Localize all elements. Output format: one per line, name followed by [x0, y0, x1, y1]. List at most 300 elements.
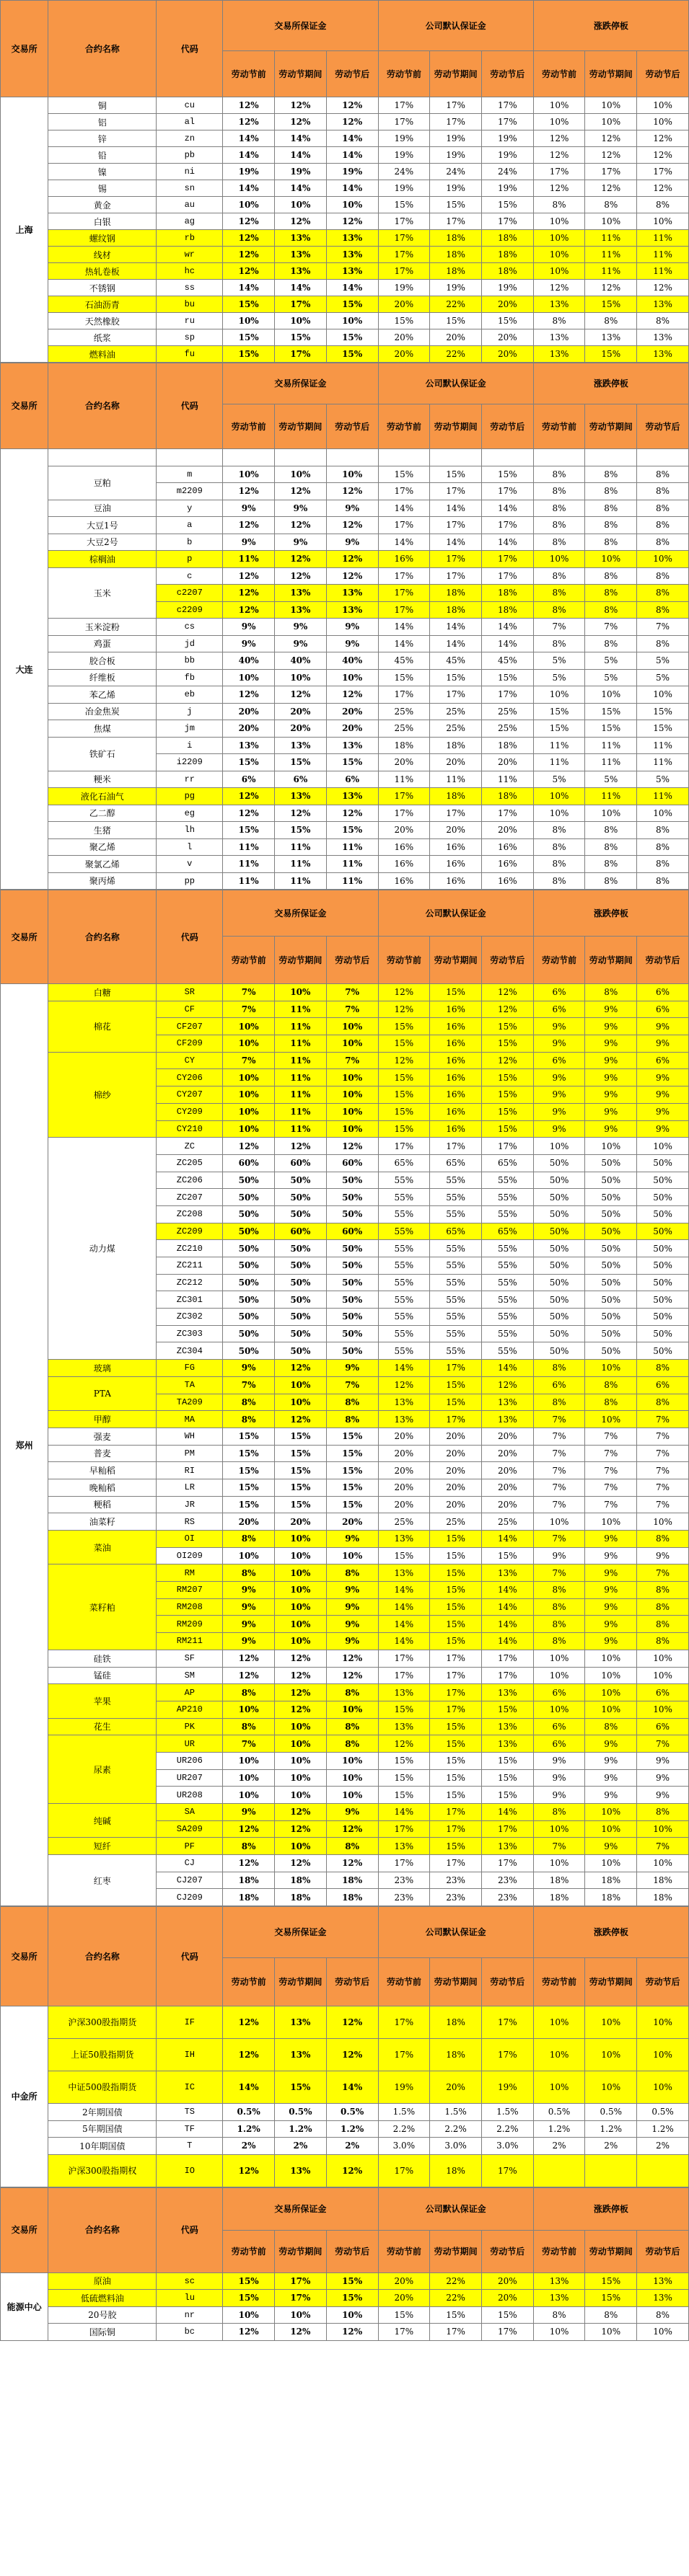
- margin-value: 6%: [637, 1001, 689, 1018]
- margin-value: 15%: [326, 1496, 378, 1513]
- margin-value: 14%: [378, 1633, 430, 1650]
- margin-value: 15%: [275, 1496, 327, 1513]
- margin-value: 15%: [378, 1752, 430, 1769]
- margin-value: 9%: [585, 1616, 637, 1633]
- margin-value: 9%: [585, 1735, 637, 1753]
- margin-value: [585, 2154, 637, 2187]
- margin-value: 10%: [637, 2324, 689, 2341]
- margin-value: 13%: [481, 1684, 533, 1701]
- margin-value: 20%: [223, 1513, 275, 1531]
- margin-value: 50%: [275, 1257, 327, 1275]
- margin-value: 1.2%: [585, 2120, 637, 2138]
- contract-name: 强麦: [48, 1428, 157, 1445]
- margin-value: 50%: [533, 1274, 585, 1291]
- margin-value: 14%: [430, 619, 482, 636]
- contract-code: au: [157, 197, 223, 213]
- contract-code: TF: [157, 2120, 223, 2138]
- margin-value: 10%: [637, 97, 689, 114]
- contract-name: 苹果: [48, 1684, 157, 1718]
- margin-value: 20%: [378, 754, 430, 771]
- table-row: [1, 2306, 689, 2324]
- margin-value: 10%: [326, 197, 378, 213]
- contract-code: CF: [157, 1001, 223, 1018]
- margin-value: 15%: [481, 1103, 533, 1120]
- margin-value: 19%: [430, 130, 482, 147]
- header-after: 劳动节后: [326, 404, 378, 449]
- margin-value: 11%: [275, 838, 327, 856]
- margin-value: 13%: [637, 329, 689, 346]
- contract-code: zn: [157, 130, 223, 147]
- margin-value: 15%: [223, 329, 275, 346]
- margin-value: 20%: [378, 329, 430, 346]
- margin-value: 12%: [326, 213, 378, 230]
- margin-value: 8%: [533, 822, 585, 839]
- margin-value: 23%: [378, 1889, 430, 1906]
- margin-value: 10%: [585, 1138, 637, 1155]
- contract-code: nr: [157, 2306, 223, 2324]
- margin-value: 10%: [533, 263, 585, 280]
- margin-value: 16%: [430, 856, 482, 873]
- table-row: [1, 534, 689, 551]
- margin-value: 10%: [326, 1069, 378, 1086]
- contract-code: ZC302: [157, 1309, 223, 1326]
- contract-name: 玻璃: [48, 1360, 157, 1377]
- margin-value: 10%: [275, 466, 327, 483]
- contract-code: AP210: [157, 1701, 223, 1718]
- margin-value: 20%: [275, 720, 327, 738]
- table-row: [1, 856, 689, 873]
- margin-value: 50%: [637, 1274, 689, 1291]
- margin-value: 7%: [637, 1838, 689, 1855]
- contract-name: 粳稻: [48, 1496, 157, 1513]
- contract-name: 锌: [48, 130, 157, 147]
- margin-value: 10%: [585, 1667, 637, 1684]
- margin-value: 10%: [326, 1752, 378, 1769]
- margin-value: 10%: [637, 213, 689, 230]
- margin-value: 50%: [223, 1325, 275, 1342]
- contract-name: 聚氯乙烯: [48, 856, 157, 873]
- margin-value: 5%: [533, 669, 585, 686]
- margin-value: 50%: [223, 1291, 275, 1309]
- margin-value: 55%: [481, 1189, 533, 1206]
- table-row: [1, 1052, 689, 1069]
- header-company-margin: 公司默认保证金: [378, 2187, 533, 2230]
- margin-value: 10%: [533, 1855, 585, 1872]
- margin-value: 50%: [275, 1325, 327, 1342]
- margin-value: 55%: [430, 1274, 482, 1291]
- contract-code: a: [157, 517, 223, 534]
- margin-value: 24%: [430, 164, 482, 180]
- table-row: [1, 329, 689, 346]
- margin-value: 14%: [481, 1360, 533, 1377]
- margin-value: 10%: [585, 1360, 637, 1377]
- header-before: 劳动节前: [533, 51, 585, 97]
- margin-value: 50%: [326, 1205, 378, 1223]
- margin-value: 19%: [275, 164, 327, 180]
- margin-value: 16%: [430, 1086, 482, 1104]
- margin-value: 9%: [326, 1582, 378, 1599]
- margin-value: 10%: [533, 1650, 585, 1667]
- header-after: 劳动节后: [326, 2230, 378, 2272]
- margin-value: 50%: [223, 1240, 275, 1257]
- margin-value: 25%: [430, 1513, 482, 1531]
- margin-value: 13%: [378, 1531, 430, 1548]
- margin-value: 8%: [637, 197, 689, 213]
- margin-value: 8%: [533, 1804, 585, 1821]
- margin-value: 17%: [481, 1855, 533, 1872]
- contract-name: 生猪: [48, 822, 157, 839]
- margin-value: 6%: [533, 984, 585, 1001]
- margin-value: 20%: [430, 329, 482, 346]
- margin-value: 8%: [533, 1598, 585, 1616]
- margin-value: 5%: [585, 652, 637, 670]
- margin-value: 10%: [326, 1120, 378, 1138]
- margin-value: 10%: [326, 669, 378, 686]
- margin-value: 12%: [223, 1138, 275, 1155]
- contract-code: [157, 449, 223, 466]
- margin-value: 6%: [326, 771, 378, 788]
- table-row: [1, 737, 689, 754]
- margin-value: 55%: [481, 1205, 533, 1223]
- header-after: 劳动节后: [481, 51, 533, 97]
- margin-value: 10%: [326, 466, 378, 483]
- contract-code: IF: [157, 2006, 223, 2039]
- margin-value: 17%: [275, 296, 327, 313]
- margin-value: 15%: [533, 720, 585, 738]
- margin-value: 8%: [533, 856, 585, 873]
- margin-value: 14%: [326, 147, 378, 164]
- margin-value: 9%: [223, 619, 275, 636]
- margin-value: 18%: [430, 601, 482, 619]
- table-row: [1, 1462, 689, 1479]
- margin-value: 8%: [326, 1838, 378, 1855]
- table-row: [1, 2006, 689, 2039]
- table-row: [1, 1138, 689, 1155]
- margin-value: 14%: [481, 1531, 533, 1548]
- section-table-4: [0, 2187, 689, 2341]
- margin-value: 17%: [275, 2290, 327, 2307]
- margin-value: 18%: [481, 601, 533, 619]
- margin-value: 15%: [378, 197, 430, 213]
- margin-value: 50%: [326, 1240, 378, 1257]
- margin-value: 8%: [637, 601, 689, 619]
- contract-name: 焦煤: [48, 720, 157, 738]
- margin-value: 9%: [585, 1086, 637, 1104]
- margin-value: 13%: [275, 585, 327, 602]
- contract-code: FG: [157, 1360, 223, 1377]
- header-exchange: 交易所: [1, 363, 48, 449]
- margin-value: 17%: [430, 1138, 482, 1155]
- header-exchange-margin: 交易所保证金: [223, 1, 378, 51]
- margin-value: 2%: [326, 2138, 378, 2155]
- margin-value: 0.5%: [637, 2104, 689, 2121]
- margin-value: 11%: [637, 263, 689, 280]
- margin-value: 9%: [637, 1103, 689, 1120]
- margin-value: 18%: [275, 1872, 327, 1889]
- margin-value: 9%: [326, 635, 378, 652]
- margin-value: 13%: [378, 1838, 430, 1855]
- header-company-margin: 公司默认保证金: [378, 1, 533, 51]
- margin-value: 50%: [223, 1205, 275, 1223]
- margin-value: 8%: [637, 466, 689, 483]
- margin-value: 12%: [275, 1667, 327, 1684]
- margin-value: 15%: [430, 1616, 482, 1633]
- margin-value: 13%: [326, 263, 378, 280]
- margin-value: 8%: [585, 1376, 637, 1394]
- margin-value: 10%: [223, 1701, 275, 1718]
- margin-value: 20%: [378, 1496, 430, 1513]
- margin-value: 17%: [378, 2154, 430, 2187]
- margin-value: 7%: [533, 1496, 585, 1513]
- margin-value: 8%: [533, 1633, 585, 1650]
- margin-value: 17%: [481, 2154, 533, 2187]
- margin-value: 19%: [481, 180, 533, 197]
- margin-value: 14%: [481, 1582, 533, 1599]
- margin-value: 13%: [275, 2154, 327, 2187]
- margin-value: 7%: [585, 1428, 637, 1445]
- margin-value: 55%: [378, 1189, 430, 1206]
- margin-value: 11%: [223, 872, 275, 890]
- contract-name: 原油: [48, 2272, 157, 2290]
- margin-value: 16%: [430, 1120, 482, 1138]
- margin-value: 55%: [430, 1325, 482, 1342]
- margin-value: 55%: [481, 1325, 533, 1342]
- exchange-name: 中金所: [1, 2006, 48, 2187]
- margin-value: 17%: [430, 551, 482, 568]
- margin-value: 10%: [637, 1855, 689, 1872]
- margin-value: 0.5%: [223, 2104, 275, 2121]
- margin-value: 50%: [533, 1223, 585, 1240]
- margin-value: 12%: [326, 97, 378, 114]
- contract-name: 棕榈油: [48, 551, 157, 568]
- margin-value: 14%: [378, 619, 430, 636]
- table-row: [1, 97, 689, 114]
- margin-value: 18%: [533, 1872, 585, 1889]
- margin-value: 2%: [637, 2138, 689, 2155]
- margin-value: 17%: [378, 1667, 430, 1684]
- margin-value: 10%: [275, 1531, 327, 1548]
- margin-value: 9%: [585, 1752, 637, 1769]
- margin-value: 8%: [223, 1838, 275, 1855]
- margin-value: 13%: [533, 346, 585, 363]
- margin-value: 12%: [223, 114, 275, 130]
- table-row: [1, 805, 689, 822]
- margin-value: 12%: [637, 180, 689, 197]
- margin-value: 25%: [378, 1513, 430, 1531]
- margin-value: 8%: [533, 500, 585, 517]
- contract-code: ZC: [157, 1138, 223, 1155]
- margin-value: 10%: [585, 2324, 637, 2341]
- header-exchange: 交易所: [1, 1, 48, 97]
- margin-value: 55%: [430, 1309, 482, 1326]
- margin-value: 9%: [637, 1086, 689, 1104]
- margin-value: 9%: [223, 1582, 275, 1599]
- margin-value: 17%: [430, 213, 482, 230]
- contract-code: y: [157, 500, 223, 517]
- margin-value: 13%: [326, 247, 378, 263]
- margin-value: 12%: [637, 147, 689, 164]
- margin-value: 20%: [481, 1496, 533, 1513]
- margin-value: 10%: [533, 1138, 585, 1155]
- margin-value: 9%: [637, 1787, 689, 1804]
- margin-value: 25%: [378, 720, 430, 738]
- margin-value: 10%: [533, 788, 585, 805]
- margin-value: 9%: [585, 1598, 637, 1616]
- contract-name: 10年期国债: [48, 2138, 157, 2155]
- header-before: 劳动节前: [378, 51, 430, 97]
- margin-value: 10%: [275, 1376, 327, 1394]
- contract-name: 早籼稻: [48, 1462, 157, 1479]
- contract-name: 热轧卷板: [48, 263, 157, 280]
- margin-value: 12%: [481, 984, 533, 1001]
- margin-value: 50%: [637, 1240, 689, 1257]
- margin-value: 12%: [326, 483, 378, 500]
- margin-value: 20%: [430, 1479, 482, 1496]
- margin-value: 10%: [585, 2071, 637, 2104]
- margin-value: 18%: [430, 737, 482, 754]
- margin-value: 8%: [637, 872, 689, 890]
- margin-value: 8%: [223, 1394, 275, 1411]
- margin-value: 14%: [481, 1804, 533, 1821]
- margin-value: 20%: [481, 329, 533, 346]
- margin-value: 15%: [430, 1376, 482, 1394]
- contract-name: PTA: [48, 1376, 157, 1410]
- margin-value: 12%: [326, 1138, 378, 1155]
- margin-value: 9%: [326, 1804, 378, 1821]
- margin-value: 25%: [430, 720, 482, 738]
- header-during: 劳动节期间: [430, 404, 482, 449]
- margin-value: 17%: [378, 517, 430, 534]
- margin-value: 55%: [430, 1240, 482, 1257]
- margin-value: 22%: [430, 2272, 482, 2290]
- margin-value: 10%: [326, 1787, 378, 1804]
- margin-value: 10%: [533, 1667, 585, 1684]
- margin-value: 17%: [481, 1820, 533, 1838]
- margin-value: [430, 449, 482, 466]
- margin-value: 10%: [533, 213, 585, 230]
- margin-value: 18%: [223, 1872, 275, 1889]
- margin-value: 8%: [585, 601, 637, 619]
- contract-name: 棉花: [48, 1001, 157, 1052]
- margin-value: 15%: [378, 1035, 430, 1053]
- margin-value: 14%: [481, 1598, 533, 1616]
- table-row: [1, 2120, 689, 2138]
- contract-code: PF: [157, 1838, 223, 1855]
- margin-value: 15%: [326, 754, 378, 771]
- margin-value: 10%: [223, 1018, 275, 1035]
- margin-value: 1.2%: [533, 2120, 585, 2138]
- margin-value: 20%: [481, 822, 533, 839]
- margin-value: 11%: [275, 1052, 327, 1069]
- margin-value: 14%: [223, 130, 275, 147]
- margin-value: 13%: [637, 346, 689, 363]
- contract-code: ZC212: [157, 1274, 223, 1291]
- margin-value: 50%: [275, 1309, 327, 1326]
- contract-code: RI: [157, 1462, 223, 1479]
- header-before: 劳动节前: [378, 2230, 430, 2272]
- header-before: 劳动节前: [533, 404, 585, 449]
- header-code: 代码: [157, 363, 223, 449]
- margin-value: 15%: [275, 1428, 327, 1445]
- margin-value: 18%: [481, 263, 533, 280]
- margin-value: 11%: [585, 230, 637, 247]
- margin-value: 14%: [378, 635, 430, 652]
- margin-value: 12%: [275, 1820, 327, 1838]
- margin-value: 20%: [378, 2272, 430, 2290]
- margin-value: 8%: [533, 601, 585, 619]
- margin-value: 16%: [378, 856, 430, 873]
- margin-value: 6%: [637, 1718, 689, 1735]
- margin-value: 17%: [637, 164, 689, 180]
- margin-value: 8%: [637, 500, 689, 517]
- margin-value: 12%: [223, 601, 275, 619]
- margin-value: 10%: [223, 1086, 275, 1104]
- margin-value: 20%: [430, 1462, 482, 1479]
- margin-value: 15%: [378, 1787, 430, 1804]
- margin-value: 8%: [637, 585, 689, 602]
- margin-value: 50%: [585, 1223, 637, 1240]
- margin-value: 10%: [585, 97, 637, 114]
- contract-name: 油菜籽: [48, 1513, 157, 1531]
- header-during: 劳动节期间: [275, 51, 327, 97]
- margin-value: 13%: [326, 601, 378, 619]
- margin-value: 20%: [430, 754, 482, 771]
- margin-value: 20%: [378, 2290, 430, 2307]
- contract-name: 冶金焦炭: [48, 703, 157, 720]
- contract-code: UR207: [157, 1769, 223, 1787]
- table-row: [1, 703, 689, 720]
- margin-value: 15%: [637, 720, 689, 738]
- contract-code: PM: [157, 1445, 223, 1462]
- margin-value: 15%: [378, 1086, 430, 1104]
- margin-value: 3.0%: [378, 2138, 430, 2155]
- margin-value: 14%: [430, 635, 482, 652]
- section-table-1: [0, 363, 689, 890]
- margin-value: 55%: [378, 1325, 430, 1342]
- margin-value: 7%: [637, 1735, 689, 1753]
- contract-code: IO: [157, 2154, 223, 2187]
- margin-value: 8%: [585, 838, 637, 856]
- margin-value: 9%: [223, 1598, 275, 1616]
- header-during: 劳动节期间: [430, 51, 482, 97]
- margin-value: 50%: [533, 1154, 585, 1172]
- contract-code: ss: [157, 280, 223, 296]
- margin-value: 8%: [637, 1582, 689, 1599]
- margin-value: 13%: [533, 329, 585, 346]
- margin-value: 7%: [326, 1052, 378, 1069]
- table-row: [1, 247, 689, 263]
- margin-value: 15%: [481, 669, 533, 686]
- contract-name: 豆油: [48, 500, 157, 517]
- margin-value: 12%: [275, 213, 327, 230]
- contract-code: WH: [157, 1428, 223, 1445]
- margin-value: 20%: [275, 703, 327, 720]
- margin-value: 12%: [275, 483, 327, 500]
- section-table-2: [0, 890, 689, 1906]
- contract-code: fu: [157, 346, 223, 363]
- table-row: [1, 1684, 689, 1701]
- margin-value: 55%: [378, 1291, 430, 1309]
- contract-code: ZC211: [157, 1257, 223, 1275]
- margin-value: 50%: [637, 1291, 689, 1309]
- margin-value: 13%: [378, 1718, 430, 1735]
- margin-value: 15%: [326, 822, 378, 839]
- table-row: [1, 1479, 689, 1496]
- margin-value: 8%: [326, 1394, 378, 1411]
- margin-value: 14%: [223, 180, 275, 197]
- margin-value: 17%: [430, 1684, 482, 1701]
- contract-code: ZC209: [157, 1223, 223, 1240]
